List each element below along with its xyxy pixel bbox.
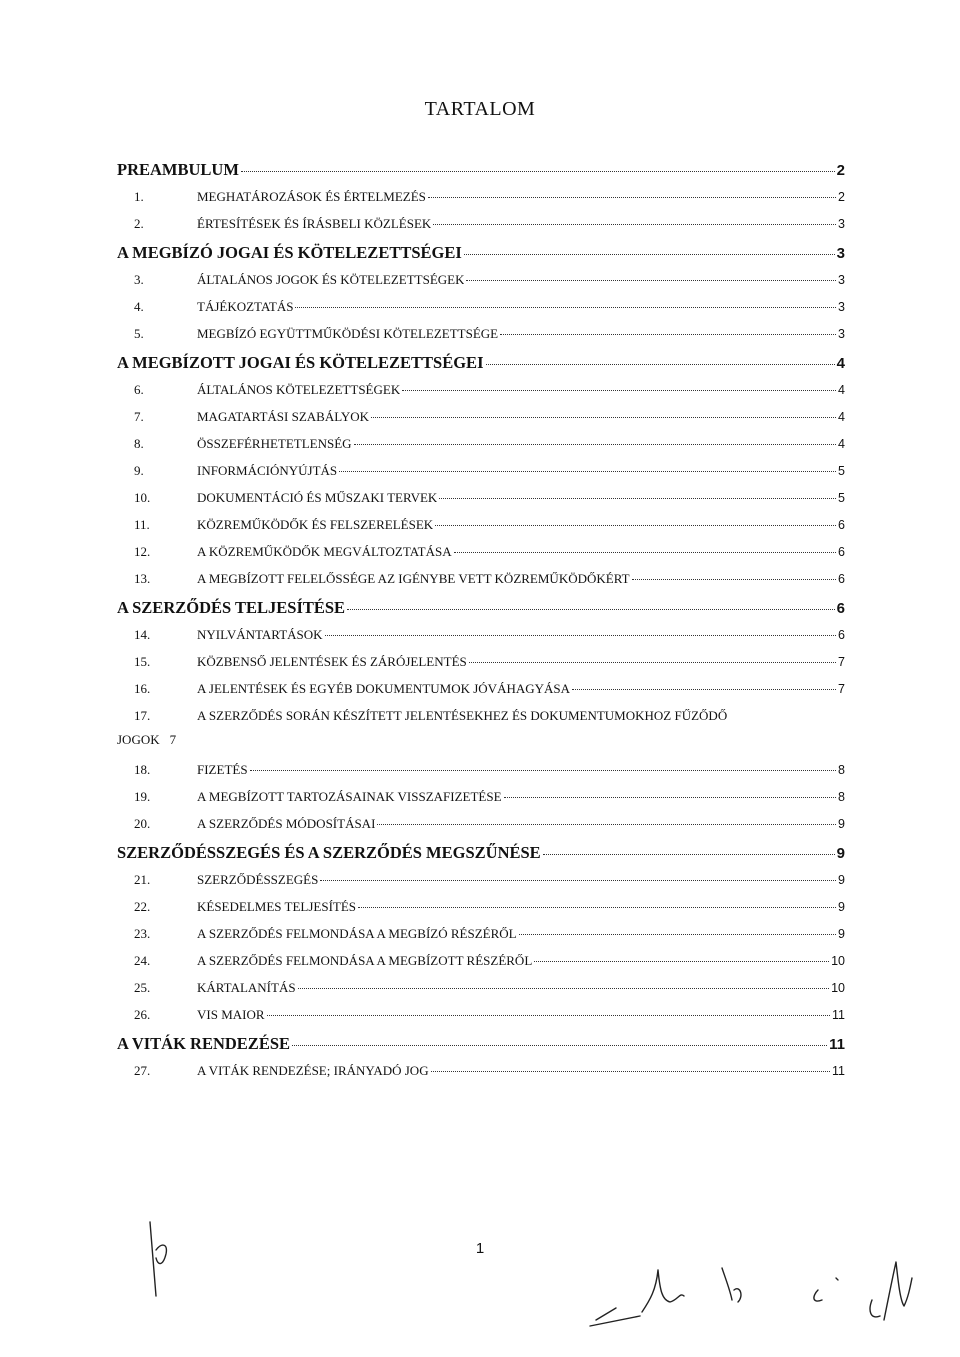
- toc-item-title: ÉRTESÍTÉSEK ÉS ÍRÁSBELI KÖZLÉSEK: [197, 216, 432, 231]
- toc-item-number: 12.: [134, 544, 151, 559]
- table-of-contents: [117, 160, 845, 1090]
- dot-leader: [435, 525, 836, 526]
- toc-section-row[interactable]: [117, 160, 845, 189]
- toc-item-row[interactable]: [117, 926, 845, 953]
- dot-leader: [298, 988, 830, 989]
- toc-section-title: A MEGBÍZÓ JOGAI ÉS KÖTELEZETTSÉGEI: [117, 243, 462, 262]
- toc-item-number: 10.: [134, 490, 151, 505]
- toc-item-row[interactable]: [117, 544, 845, 571]
- toc-item-title: A SZERZŐDÉS FELMONDÁSA A MEGBÍZÓ RÉSZÉRŐL: [197, 926, 517, 941]
- toc-page-number: 9: [838, 873, 845, 887]
- toc-item-title: KÖZREMŰKÖDŐK ÉS FELSZERELÉSEK: [197, 517, 434, 532]
- toc-item-title: NYILVÁNTARTÁSOK: [197, 627, 323, 642]
- dot-leader: [241, 171, 835, 172]
- toc-item-title-continued: JOGOK: [117, 732, 160, 747]
- toc-page-number: 9: [838, 927, 845, 941]
- dot-leader: [402, 390, 836, 391]
- toc-item-number: 3.: [134, 272, 144, 287]
- toc-item-row[interactable]: [117, 382, 845, 409]
- dot-leader: [325, 635, 837, 636]
- page-title: TARTALOM: [424, 98, 536, 120]
- dot-leader: [358, 907, 836, 908]
- toc-item-row[interactable]: [117, 789, 845, 816]
- toc-section-title: SZERZŐDÉSSZEGÉS ÉS A SZERZŐDÉS MEGSZŰNÉSE: [117, 843, 541, 862]
- toc-item-row[interactable]: [117, 1007, 845, 1034]
- toc-page-number: 3: [838, 273, 845, 287]
- toc-item-row[interactable]: [117, 899, 845, 926]
- toc-page-number: 8: [838, 763, 845, 777]
- initial-mark-2: [590, 1270, 684, 1326]
- toc-page-number: 10: [831, 954, 845, 968]
- toc-page-number: 3: [838, 217, 845, 231]
- dot-leader: [339, 471, 836, 472]
- toc-section-title: PREAMBULUM: [117, 160, 239, 179]
- toc-item-row[interactable]: [117, 409, 845, 436]
- toc-item-row[interactable]: [117, 980, 845, 1007]
- toc-item-title: KÁRTALANÍTÁS: [197, 980, 296, 995]
- toc-item-title: KÉSEDELMES TELJESÍTÉS: [197, 899, 357, 914]
- toc-page-number: 9: [838, 900, 845, 914]
- dot-leader: [466, 280, 836, 281]
- dot-leader: [433, 224, 836, 225]
- toc-item-number: 17.: [134, 708, 151, 723]
- toc-item-number: 16.: [134, 681, 151, 696]
- toc-section-title: A VITÁK RENDEZÉSE: [117, 1034, 291, 1053]
- toc-item-title: A MEGBÍZOTT TARTOZÁSAINAK VISSZAFIZETÉSE: [197, 789, 502, 804]
- dot-leader: [428, 197, 836, 198]
- toc-item-title: A VITÁK RENDEZÉSE; IRÁNYADÓ JOG: [197, 1063, 429, 1078]
- dot-leader: [295, 307, 836, 308]
- toc-page-number: 6: [838, 628, 845, 642]
- dot-leader: [377, 824, 836, 825]
- dot-leader: [632, 579, 837, 580]
- dot-leader: [500, 334, 836, 335]
- toc-item-row[interactable]: [117, 299, 845, 326]
- toc-section-title: A MEGBÍZOTT JOGAI ÉS KÖTELEZETTSÉGEI: [117, 353, 484, 372]
- toc-item-row[interactable]: [117, 816, 845, 843]
- toc-page-number: 3: [838, 327, 845, 341]
- toc-page-number: 3: [838, 300, 845, 314]
- toc-item-number: 15.: [134, 654, 151, 669]
- toc-section-row[interactable]: [117, 353, 845, 382]
- dot-leader: [371, 417, 836, 418]
- toc-item-title: INFORMÁCIÓNYÚJTÁS: [197, 463, 338, 478]
- initial-mark-3: [722, 1268, 741, 1302]
- toc-item-row[interactable]: [117, 953, 845, 980]
- toc-item-title: A SZERZŐDÉS FELMONDÁSA A MEGBÍZOTT RÉSZÉRŐL: [197, 953, 533, 968]
- dot-leader: [519, 934, 836, 935]
- toc-item-row[interactable]: [117, 517, 845, 544]
- toc-item-row[interactable]: [117, 762, 845, 789]
- toc-page-number: 11: [832, 1008, 845, 1022]
- toc-item-number: 7.: [134, 409, 144, 424]
- toc-page-number: 4: [836, 355, 845, 372]
- toc-item-number: 26.: [134, 1007, 151, 1022]
- initial-mark-5: [870, 1262, 912, 1320]
- toc-page-number: 6: [836, 600, 845, 617]
- toc-page-number: 7: [838, 655, 845, 669]
- toc-section-row[interactable]: [117, 243, 845, 272]
- toc-item-row[interactable]: [117, 571, 845, 598]
- toc-item-number: 4.: [134, 299, 144, 314]
- toc-item-number: 1.: [134, 189, 144, 204]
- toc-item-title: MEGHATÁROZÁSOK ÉS ÉRTELMEZÉS: [197, 189, 426, 204]
- toc-item-row[interactable]: [117, 1063, 845, 1090]
- dot-leader: [354, 444, 836, 445]
- toc-item-title: ÁLTALÁNOS KÖTELEZETTSÉGEK: [197, 382, 401, 397]
- dot-leader: [320, 880, 836, 881]
- toc-item-title: VIS MAIOR: [197, 1007, 265, 1022]
- toc-item-row[interactable]: [117, 463, 845, 490]
- toc-page-number: 8: [838, 790, 845, 804]
- dot-leader: [431, 1071, 830, 1072]
- toc-page-number: 11: [832, 1064, 845, 1078]
- toc-item-title: ÖSSZEFÉRHETETLENSÉG: [197, 436, 352, 451]
- dot-leader: [267, 1015, 830, 1016]
- toc-page-number: 4: [838, 383, 845, 397]
- toc-item-number: 21.: [134, 872, 151, 887]
- toc-page-number: 3: [836, 245, 845, 262]
- toc-item-title: A KÖZREMŰKÖDŐK MEGVÁLTOZTATÁSA: [197, 544, 452, 559]
- toc-page-number: 6: [838, 572, 845, 586]
- dot-leader: [469, 662, 836, 663]
- toc-page-number: 10: [831, 981, 845, 995]
- toc-item-row[interactable]: [117, 326, 845, 353]
- page-number: 1: [475, 1240, 485, 1257]
- toc-section-row[interactable]: [117, 598, 845, 627]
- toc-page-number: 5: [838, 491, 845, 505]
- dot-leader: [454, 552, 836, 553]
- toc-item-number: 2.: [134, 216, 144, 231]
- dot-leader: [347, 609, 835, 610]
- toc-item-row[interactable]: [117, 654, 845, 681]
- toc-page-number: 7: [169, 732, 177, 747]
- toc-item-number: 27.: [134, 1063, 151, 1078]
- toc-item-number: 6.: [134, 382, 144, 397]
- toc-item-title: A MEGBÍZOTT FELELŐSSÉGE AZ IGÉNYBE VETT KÖZREMŰKÖDŐKÉRT: [197, 571, 630, 586]
- toc-page-number: 6: [838, 518, 845, 532]
- toc-item-row[interactable]: [117, 436, 845, 463]
- toc-item-number: 13.: [134, 571, 151, 586]
- toc-item-title: A SZERZŐDÉS SORÁN KÉSZÍTETT JELENTÉSEKHEZ ÉS DOKUMENTUMOKHOZ FŰZŐDŐ: [197, 708, 728, 723]
- dot-leader: [250, 770, 836, 771]
- toc-item-number: 9.: [134, 463, 144, 478]
- toc-item-row[interactable]: [117, 189, 845, 216]
- toc-item-row[interactable]: [117, 681, 845, 708]
- dot-leader: [464, 254, 835, 255]
- toc-item-number: 5.: [134, 326, 144, 341]
- toc-item-title: MAGATARTÁSI SZABÁLYOK: [197, 409, 370, 424]
- toc-item-row[interactable]: [117, 708, 845, 762]
- toc-item-number: 24.: [134, 953, 151, 968]
- toc-page-number: 4: [838, 410, 845, 424]
- toc-item-title: A JELENTÉSEK ÉS EGYÉB DOKUMENTUMOK JÓVÁHAGYÁSA: [197, 681, 571, 696]
- toc-item-title: MEGBÍZÓ EGYÜTTMŰKÖDÉSI KÖTELEZETTSÉGE: [197, 326, 499, 341]
- toc-page-number: 4: [838, 437, 845, 451]
- toc-item-title: A SZERZŐDÉS MÓDOSÍTÁSAI: [197, 816, 376, 831]
- toc-item-number: 19.: [134, 789, 151, 804]
- dot-leader: [292, 1045, 827, 1046]
- dot-leader: [572, 689, 836, 690]
- toc-item-number: 8.: [134, 436, 144, 451]
- toc-item-number: 23.: [134, 926, 151, 941]
- toc-item-title: TÁJÉKOZTATÁS: [197, 299, 294, 314]
- toc-item-title: DOKUMENTÁCIÓ ÉS MŰSZAKI TERVEK: [197, 490, 438, 505]
- toc-item-title: FIZETÉS: [197, 762, 248, 777]
- toc-item-title: ÁLTALÁNOS JOGOK ÉS KÖTELEZETTSÉGEK: [197, 272, 465, 287]
- toc-page-number: 5: [838, 464, 845, 478]
- initial-mark-4: [814, 1278, 838, 1301]
- dot-leader: [534, 961, 829, 962]
- toc-item-row[interactable]: [117, 490, 845, 517]
- toc-item-number: 14.: [134, 627, 151, 642]
- toc-item-number: 18.: [134, 762, 151, 777]
- dot-leader: [543, 854, 835, 855]
- toc-page-number: 6: [838, 545, 845, 559]
- toc-section-row[interactable]: [117, 843, 845, 872]
- dot-leader: [439, 498, 836, 499]
- toc-page-number: 11: [829, 1036, 845, 1053]
- toc-item-number: 20.: [134, 816, 151, 831]
- toc-item-row[interactable]: [117, 627, 845, 654]
- dot-leader: [504, 797, 837, 798]
- toc-page-number: 9: [836, 845, 845, 862]
- toc-section-row[interactable]: [117, 1034, 845, 1063]
- toc-item-title: SZERZŐDÉSSZEGÉS: [197, 872, 319, 887]
- toc-item-row[interactable]: [117, 272, 845, 299]
- toc-page-number: 9: [838, 817, 845, 831]
- toc-item-title: KÖZBENSŐ JELENTÉSEK ÉS ZÁRÓJELENTÉS: [197, 654, 467, 669]
- toc-item-number: 11.: [134, 517, 150, 532]
- toc-page-number: 2: [836, 162, 845, 179]
- toc-page-number: 2: [838, 190, 845, 204]
- toc-section-title: A SZERZŐDÉS TELJESÍTÉSE: [117, 598, 346, 617]
- toc-page-number: 7: [838, 682, 845, 696]
- toc-item-row[interactable]: [117, 872, 845, 899]
- toc-item-number: 22.: [134, 899, 151, 914]
- dot-leader: [486, 364, 835, 365]
- toc-item-number: 25.: [134, 980, 151, 995]
- toc-item-row[interactable]: [117, 216, 845, 243]
- initial-mark-1: [150, 1222, 166, 1296]
